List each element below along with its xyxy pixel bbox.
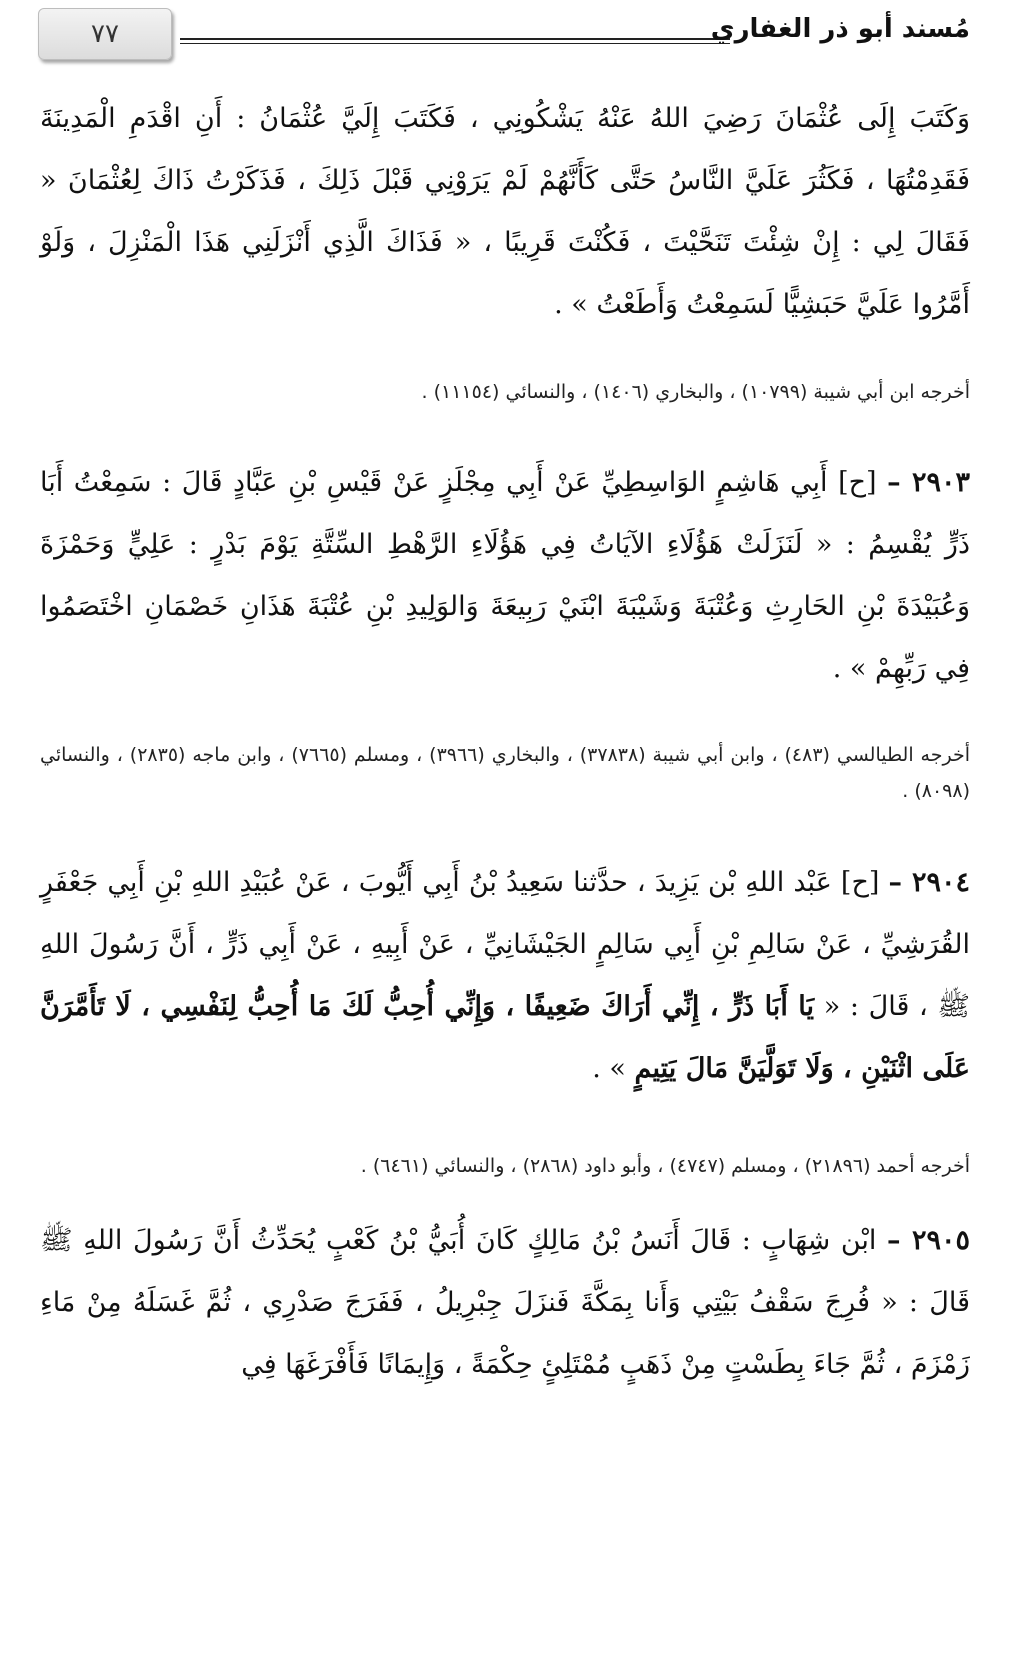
hadith-2904 <box>40 852 970 1100</box>
paragraph-text: » . <box>592 1053 626 1084</box>
hadith-number: ٢٩٠٣ – <box>887 467 970 498</box>
takhrij-note <box>40 374 970 410</box>
hadith-number: ٢٩٠٤ – <box>888 867 970 898</box>
prophetic-saying: يَا أَبَا ذَرٍّ ، إِنِّي أَرَاكَ ضَعِيفًا ، وَإِنِّي أُحِبُّ لَكَ مَا أُحِبُّ لِنَفْسِي ، لَا تَأَمَّرَنَّ عَلَى اثْنَيْنِ ، وَلَا تَوَلَّيَنَّ مَالَ يَتِيمٍ <box>40 991 970 1084</box>
takhrij-note <box>40 737 970 809</box>
header-divider <box>180 38 730 44</box>
paragraph-text: ابْن شِهَابٍ : قَالَ أَنَسُ بْنُ مَالِكٍ كَانَ أُبَيُّ بْنُ كَعْبٍ يُحَدِّثُ أَنَّ رَسُولَ اللهِ ﷺ قَالَ : « فُرِجَ سَقْفُ بَيْتِي وَأَنا بِمَكَّةَ فَنزَلَ جِبْرِيلُ ، فَفَرَجَ صَدْرِي ، ثُمَّ غَسَلَهُ مِنْ مَاءِ زَمْزَمَ ، ثُمَّ جَاءَ بِطَسْتٍ مِنْ ذَهَبٍ مُمْتَلِئٍ حِكْمَةً ، وَإِيمَانًا فَأَفْرَغَهَا فِي <box>40 1225 970 1380</box>
note-text: أخرجه الطيالسي (٤٨٣) ، وابن أبي شيبة (٣٧٨٣٨) ، والبخاري (٣٩٦٦) ، ومسلم (٧٦٦٥) ، وابن ماجه (٢٨٣٥) ، والنسائي (٨٠٩٨) . <box>40 744 970 802</box>
takhrij-note <box>40 1148 970 1184</box>
page-number: ٧٧ <box>91 19 119 49</box>
paragraph-text: وَكَتَبَ إِلَى عُثْمَانَ رَضِيَ اللهُ عَنْهُ يَشْكُونِي ، فَكَتَبَ إِلَيَّ عُثْمَانُ : أَنِ اقْدَمِ الْمَدِينَةَ فَقَدِمْتُهَا ، فَكَثُرَ عَلَيَّ النَّاسُ حَتَّى كَأَنَّهُمْ لَمْ يَرَوْنِي قَبْلَ ذَلِكَ ، فَذَكَرْتُ ذَاكَ لِعُثْمَانَ « فَقَالَ لِي : إِنْ شِئْتَ تَنَحَّيْتَ ، فَكُنْتَ قَرِيبًا ، « فَذَاكَ الَّذِي أَنْزَلَنِي هَذَا الْمَنْزِلَ ، وَلَوْ أَمَّرُوا عَلَيَّ حَبَشِيًّا لَسَمِعْتُ وَأَطَعْتُ » . <box>40 103 970 320</box>
hadith-text-continued <box>40 88 970 336</box>
note-text: أخرجه ابن أبي شيبة (١٠٧٩٩) ، والبخاري (١٤٠٦) ، والنسائي (١١١٥٤) . <box>421 381 970 403</box>
note-text: أخرجه أحمد (٢١٨٩٦) ، ومسلم (٤٧٤٧) ، وأبو داود (٢٨٦٨) ، والنسائي (٦٤٦١) . <box>360 1155 970 1177</box>
hadith-number: ٢٩٠٥ – <box>887 1225 970 1256</box>
hadith-2903 <box>40 452 970 700</box>
hadith-2905 <box>40 1210 970 1396</box>
paragraph-text: [ح] عَبْد اللهِ بْن يَزِيدَ ، حدَّثنا سَعِيدُ بْنُ أَبِي أَيُّوبَ ، عَنْ عُبَيْدِ اللهِ بْنِ أَبِي جَعْفَرٍ القُرَشِيِّ ، عَنْ سَالِمِ بْنِ أَبِي سَالِمٍ الجَيْشَانِيِّ ، عَنْ أَبِيهِ ، عَنْ أَبِي ذَرٍّ ، أَنَّ رَسُولَ اللهِ ﷺ ، قَالَ : « <box>40 867 970 1022</box>
paragraph-text: [ح] أَبِي هَاشِمٍ الوَاسِطِيِّ عَنْ أَبِي مِجْلَزٍ عَنْ قَيْسِ بْنِ عَبَّادٍ قَالَ : سَمِعْتُ أَبَا ذَرٍّ يُقْسِمُ : « لَنَزَلَتْ هَؤُلَاءِ الآيَاتُ فِي هَؤُلَاءِ الرَّهْطِ السِّتَّةِ يَوْمَ بَدْرٍ : عَلِيٍّ وَحَمْزَةَ وَعُبَيْدَةَ بْنِ الحَارِثِ وَعُتْبَةَ وَشَيْبَةَ ابْنَيْ رَبِيعَةَ وَالوَلِيدِ بْنِ عُتْبَةَ هَذَانِ خَصْمَانِ اخْتَصَمُوا فِي رَبِّهِمْ » . <box>40 467 970 684</box>
page-header <box>38 8 970 64</box>
page-number-badge <box>38 8 172 60</box>
book-title: مُسند أبو ذر الغفاري <box>710 14 970 44</box>
